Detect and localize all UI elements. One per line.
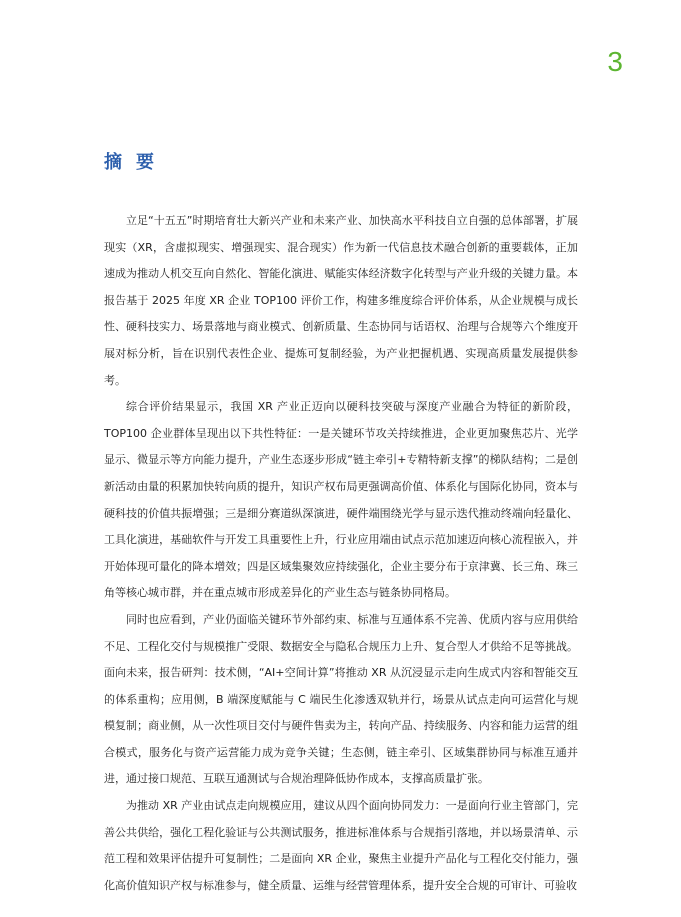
paragraph-2: 综合评价结果显示，我国 XR 产业正迈向以硬科技突破与深度产业融合为特征的新阶段，TOP100 企业群体呈现出以下共性特征：一是关键环节攻关持续推进，企业更加聚焦芯片、光学显示、微显示等方向能力提升，产业生态逐步形成“链主牵引+专精特新支撑”的梯队结构；二是创新活动由量的积累加快转向质的提升，知识产权布局更强调高价值、体系化与国际化协同，资本与硬科技的价值共振增强；三是细分赛道纵深演进，硬件端围绕光学与显示迭代推动终端向轻量化、工具化演进，基础软件与开发工具重要性上升，行业应用端由试点示范加速迈向核心流程嵌入，并开始体现可量化的降本增效；四是区域集聚效应持续强化，企业主要分布于京津冀、长三角、珠三角等核心城市群，并在重点城市形成差异化的产业生态与链条协同格局。 <box>104 400 578 600</box>
paragraph-4: 为推动 XR 产业由试点走向规模应用，建议从四个面向协同发力：一是面向行业主管部门，完善公共供给，强化工程化验证与公共测试服务，推进标准体系与合规指引落地，并以场景清单、示范工程和效果评估提升可复制性；二是面向 XR 企业，聚焦主业提升产品化与工程化交付能力，强化高价值知识产权与标准参与，健全质量、运维与经营管理体系，提升安全合规的可审计、可验收 <box>104 799 578 892</box>
abstract-body <box>104 208 578 899</box>
section-heading: 摘要 <box>104 152 168 173</box>
paragraph-3: 同时也应看到，产业仍面临关键环节外部约束、标准与互通体系不完善、优质内容与应用供给不足、工程化交付与规模推广受限、数据安全与隐私合规压力上升、复合型人才供给不足等挑战。面向未来，报告研判：技术侧，“AI+空间计算”将推动 XR 从沉浸显示走向生成式内容和智能交互的体系重构；应用侧，B 端深度赋能与 C 端民生化渗透双轨并行，场景从试点走向可运营化与规模复制；商业侧，从一次性项目交付与硬件售卖为主，转向产品、持续服务、内容和能力运营的组合模式，服务化与资产运营能力成为竞争关键；生态侧，链主牵引、区域集群协同与标准互通并进，通过接口规范、互联互通测试与合规治理降低协作成本，支撑高质量扩张。 <box>104 612 578 786</box>
paragraph-1: 立足“十五五”时期培育壮大新兴产业和未来产业、加快高水平科技自立自强的总体部署，扩展现实（XR，含虚拟现实、增强现实、混合现实）作为新一代信息技术融合创新的重要载体，正加速成为推动人机交互向自然化、智能化演进、赋能实体经济数字化转型与产业升级的关键力量。本报告基于 2025 年度 XR 企业 TOP100 评价工作，构建多维度综合评价体系，从企业规模与成长性、硬科技实力、场景落地与商业模式、创新质量、生态协同与话语权、治理与合规等六个维度开展对标分析，旨在识别代表性企业、提炼可复制经验，为产业把握机遇、实现高质量发展提供参考。 <box>104 214 578 387</box>
page-number: 3 <box>607 46 623 77</box>
